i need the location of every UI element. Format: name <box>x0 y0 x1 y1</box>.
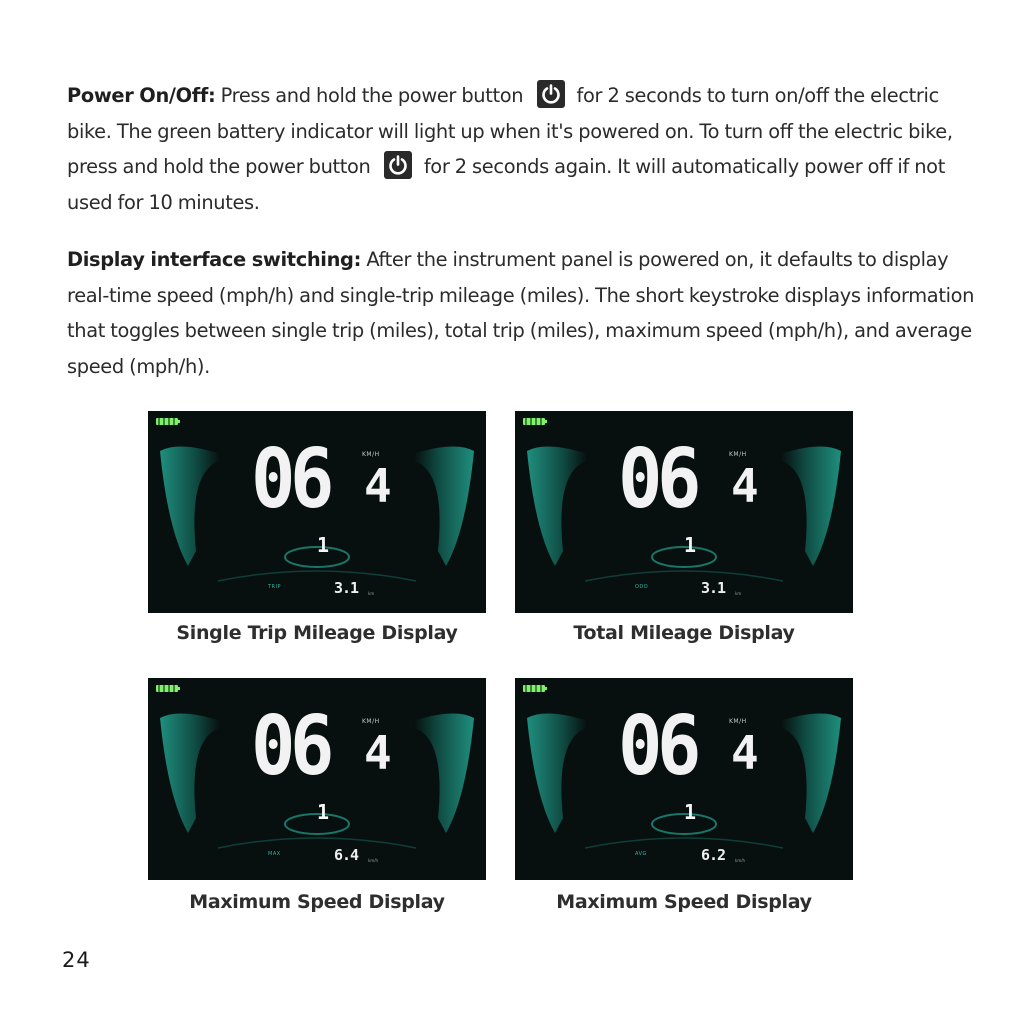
speed-unit: KM/H <box>362 718 380 725</box>
speed-value: 06 <box>251 699 330 794</box>
panel-caption: Maximum Speed Display <box>189 891 445 913</box>
power-icon <box>537 80 565 108</box>
speed-value: 06 <box>251 432 330 527</box>
mode-unit: km <box>735 591 742 596</box>
assist-level: 1 <box>317 533 330 557</box>
display-paragraph <box>67 242 977 384</box>
speed-decimal: 4 <box>731 726 759 780</box>
power-paragraph <box>67 78 977 220</box>
panel-caption: Maximum Speed Display <box>556 891 812 913</box>
mode-label: MAX <box>268 851 281 857</box>
mode-label: TRIP <box>268 584 282 590</box>
mode-label: ODO <box>635 584 649 590</box>
display-panel <box>148 411 486 613</box>
speed-decimal: 4 <box>364 726 392 780</box>
page-number: 24 <box>62 948 91 972</box>
speed-decimal: 4 <box>364 459 392 513</box>
power-icon <box>384 151 412 179</box>
mode-value: 6.4 <box>334 846 359 864</box>
speed-unit: KM/H <box>729 718 747 725</box>
speed-value: 06 <box>618 432 697 527</box>
mode-unit: km/h <box>368 858 379 863</box>
assist-level: 1 <box>684 533 697 557</box>
power-heading: Power On/Off: <box>67 84 216 107</box>
display-heading: Display interface switching: <box>67 248 361 271</box>
panel-caption: Single Trip Mileage Display <box>176 622 458 644</box>
display-panel <box>515 411 853 613</box>
power-text-1: Press and hold the power button <box>215 84 529 107</box>
assist-level: 1 <box>317 800 330 824</box>
speed-unit: KM/H <box>729 451 747 458</box>
mode-label: AVG <box>635 851 647 857</box>
mode-value: 3.1 <box>701 579 726 597</box>
mode-value: 6.2 <box>701 846 726 864</box>
mode-value: 3.1 <box>334 579 359 597</box>
speed-value: 06 <box>618 699 697 794</box>
bottom-rule <box>0 1010 1015 1015</box>
speed-unit: KM/H <box>362 451 380 458</box>
display-text: After the instrument panel is powered on, it defaults to display real-time speed (mph/h) and single-trip mileage (miles). The short keystroke displays information that toggles between single trip (miles), total trip (miles), maximum speed (mph/h), and average speed (mph/h). <box>67 248 975 378</box>
display-panel <box>148 678 486 880</box>
power-text-2: for 2 seconds to turn on/off the electric bike. The green battery indicator will light up when it's powered on. To turn off the electric bike, press and hold the power button <box>67 84 953 178</box>
display-panel <box>515 678 853 880</box>
speed-decimal: 4 <box>731 459 759 513</box>
assist-level: 1 <box>684 800 697 824</box>
power-text-3: for 2 seconds again. It will automatically power off if not used for 10 minutes. <box>67 155 945 214</box>
panel-caption: Total Mileage Display <box>573 622 795 644</box>
mode-unit: km/h <box>735 858 746 863</box>
mode-unit: km <box>368 591 375 596</box>
